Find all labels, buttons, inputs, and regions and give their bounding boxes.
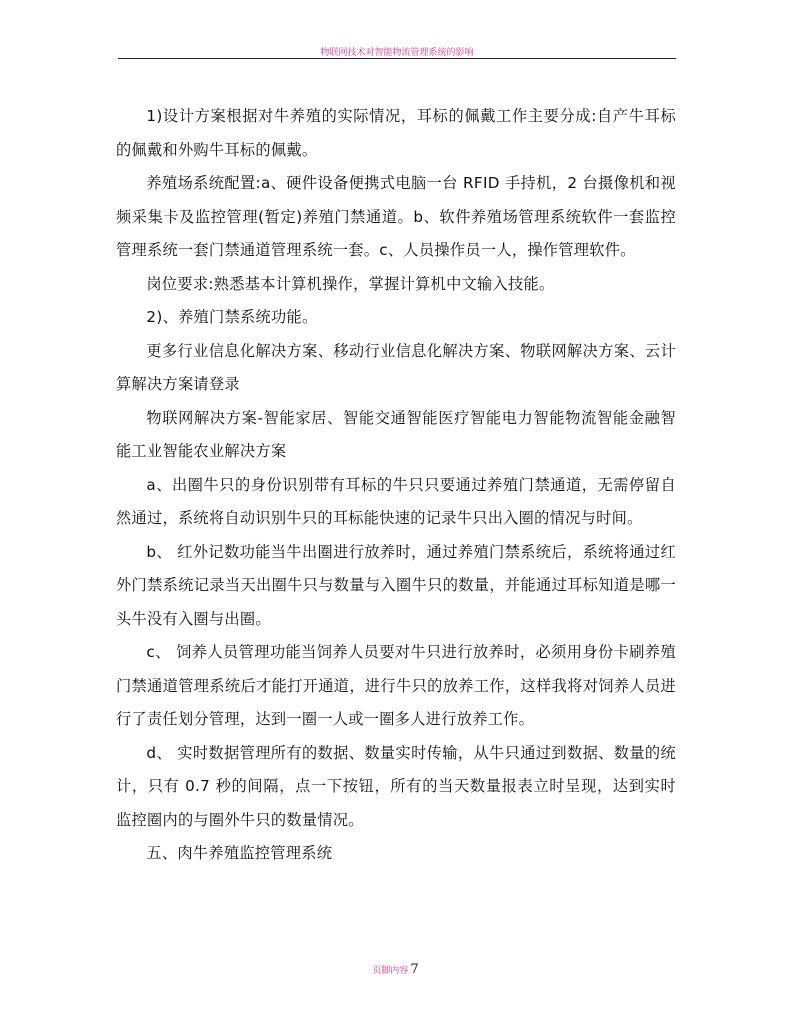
page-number: 7: [410, 962, 419, 977]
page-header: [118, 40, 676, 59]
paragraph: 物联网解决方案-智能家居、智能交通智能医疗智能电力智能物流智能金融智能工业智能农业解决方案: [116, 408, 676, 460]
footer-label: 页脚内容: [372, 966, 409, 976]
paragraph: 2)、养殖门禁系统功能。: [146, 308, 318, 326]
header-title: 物联网技术对智能物流管理系统的影响: [320, 48, 474, 58]
section-heading: 五、肉牛养殖监控管理系统: [146, 844, 333, 862]
paragraph: 更多行业信息化解决方案、移动行业信息化解决方案、物联网解决方案、云计算解决方案请登录: [116, 341, 676, 393]
paragraph: c、 饲养人员管理功能当饲养人员要对牛只进行放养时，必须用身份卡刷养殖门禁通道管理系统后才能打开通道，进行牛只的放养工作，这样我将对饲养人员进行了责任划分管理，达到一圈一人或一圈多人进行放养工作。: [116, 643, 676, 728]
paragraph: d、 实时数据管理所有的数据、数量实时传输，从牛只通过到数据、数量的统计，只有 0.7 秒的间隔，点一下按钮，所有的当天数量报表立时呈现，达到实时监控圈内的与圈外牛只的数量情况。: [116, 743, 676, 829]
paragraph: 岗位要求:熟悉基本计算机操作，掌握计算机中文输入技能。: [146, 274, 555, 293]
paragraph: a、出圈牛只的身份识别带有耳标的牛只只要通过养殖门禁通道，无需停留自然通过，系统将自动识别牛只的耳标能快速的记录牛只出入圈的情况与时间。: [116, 475, 676, 527]
paragraph: 养殖场系统配置:a、硬件设备便携式电脑一台 RFID 手持机，2 台摄像机和视频采集卡及监控管理(暂定)养殖门禁通道。b、软件养殖场管理系统软件一套监控管理系统一套门禁通道管理系统一套。c、人员操作员一人，操作管理软件。: [116, 174, 676, 259]
page-footer: [0, 958, 791, 977]
document-body: [116, 100, 676, 871]
paragraph: b、 红外记数功能当牛出圈进行放养时，通过养殖门禁系统后，系统将通过红外门禁系统记录当天出圈牛只与数量与入圈牛只的数量，并能通过耳标知道是哪一头牛没有入圈与出圈。: [116, 542, 676, 628]
paragraph: 1)设计方案根据对牛养殖的实际情况，耳标的佩戴工作主要分成:自产牛耳标的佩戴和外购牛耳标的佩戴。: [116, 107, 676, 159]
